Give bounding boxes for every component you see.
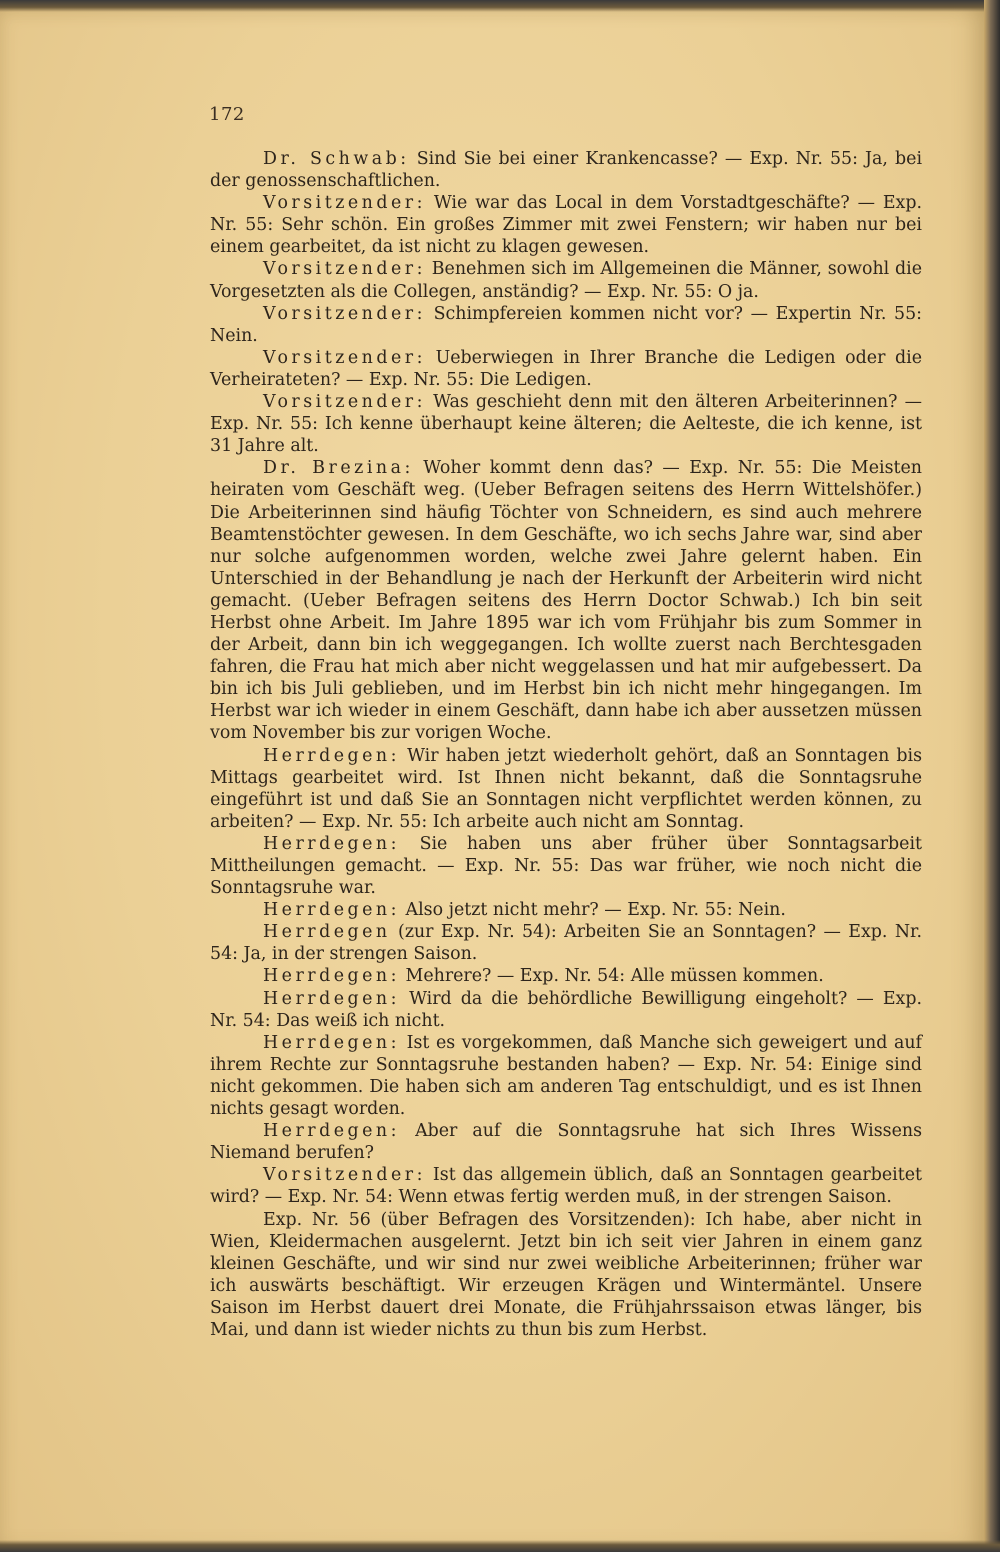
statement: Sie haben uns aber früher über Sonntagsarbeit Mittheilungen gemacht. — Exp. Nr. 55: Das war früher, wie noch nicht die Sonntagsruhe war. (210, 833, 922, 899)
speaker: Vorsitzender: (263, 392, 426, 413)
statement: Benehmen sich im Allgemeinen die Männer, sowohl die Vorgesetzten als die Collegen, anständig? — Exp. Nr. 55: O ja. (210, 259, 922, 302)
paragraph (210, 258, 922, 302)
speaker: Herrdegen: (263, 1032, 400, 1053)
statement: Exp. Nr. 56 (über Befragen des Vorsitzenden): Ich habe, aber nicht in Wien, Kleidermachen ausgelernt. Jetzt bin ich seit vier Jahren in einem ganz kleinen Geschäfte, und wir sind nur zwei weibliche Arbeiterinnen; früher war ich auswärts beschäftigt. Wir erzeugen Krägen und Wintermäntel. Unsere Saison im Herbst dauert drei Monate, die Frühjahrssaison etwas länger, bis Mai, und dann ist wieder nichts zu thun bis zum Herbst. (210, 1209, 922, 1340)
statement: (zur Exp. Nr. 54): Arbeiten Sie an Sonntagen? — Exp. Nr. 54: Ja, in der strengen Saison. (210, 922, 922, 965)
paragraph (210, 1120, 922, 1164)
paragraph (210, 347, 922, 391)
paragraph (210, 1209, 922, 1342)
statement: Wird da die behördliche Bewilligung eingeholt? — Exp. Nr. 54: Das weiß ich nicht. (210, 988, 922, 1031)
paragraph (210, 745, 922, 833)
paragraph (210, 833, 922, 899)
speaker: Vorsitzender: (263, 259, 426, 280)
statement: Ueberwiegen in Ihrer Branche die Ledigen oder die Verheirateten? — Exp. Nr. 55: Die Ledigen. (210, 347, 922, 390)
statement: Also jetzt nicht mehr? — Exp. Nr. 55: Nein. (400, 900, 786, 921)
paragraph (210, 303, 922, 347)
speaker: Vorsitzender: (263, 347, 426, 368)
statement: Sind Sie bei einer Krankencasse? — Exp. Nr. 55: Ja, bei der genossenschaftlichen. (210, 149, 923, 192)
speaker: Herrdegen: (263, 1121, 400, 1142)
paragraph (210, 899, 922, 921)
page-number: 172 (209, 104, 245, 125)
speaker: Herrdegen: (263, 833, 400, 854)
statement: Ist es vorgekommen, daß Manche sich geweigert und auf ihrem Rechte zur Sonntagsruhe bestanden haben? — Exp. Nr. 54: Einige sind nicht gekommen. Die haben sich am anderen Tag entschuldigt, und es ist Ihnen nichts gesagt worden. (210, 1032, 922, 1120)
paragraph (210, 457, 922, 744)
speaker: Dr. Schwab: (263, 149, 410, 169)
statement: Schimpfereien kommen nicht vor? — Expertin Nr. 55: Nein. (210, 303, 922, 346)
speaker: Dr. Brezina: (263, 458, 414, 479)
page-right-edge (984, 0, 1000, 1552)
speaker: Herrdegen: (263, 966, 400, 987)
speaker: Herrdegen: (263, 900, 400, 921)
statement: Was geschieht denn mit den älteren Arbeiterinnen? — Exp. Nr. 55: Ich kenne überhaupt keine älteren; die Aelteste, die ich kenne, ist 31 Jahre alt. (210, 392, 922, 457)
page-top-edge (0, 0, 1000, 12)
speaker: Herrdegen (263, 922, 391, 943)
paragraph (210, 1164, 922, 1208)
paragraph (210, 988, 922, 1032)
speaker: Herrdegen: (263, 745, 400, 766)
paragraph (210, 965, 922, 987)
speaker: Vorsitzender: (263, 193, 426, 214)
speaker: Vorsitzender: (263, 303, 426, 324)
paragraph (210, 921, 922, 965)
paragraph (210, 192, 922, 258)
statement: Mehrere? — Exp. Nr. 54: Alle müssen kommen. (400, 966, 824, 987)
statement: Aber auf die Sonntagsruhe hat sich Ihres Wissens Niemand berufen? (210, 1121, 922, 1164)
paragraph (210, 148, 922, 192)
speaker: Vorsitzender: (263, 1165, 426, 1186)
statement: Woher kommt denn das? — Exp. Nr. 55: Die Meisten heiraten vom Geschäft weg. (Ueber Befragen seitens des Herrn Wittelshöfer.) Die Arbeiterinnen sind häufig Töchter von Schneidern, es sind auch mehrere Beamtenstöchter gewesen. In dem Geschäfte, wo ich sechs Jahre war, sind aber nur solche aufgenommen worden, welche zwei Jahre gelernt haben. Ein Unterschied in der Behandlung je nach der Herkunft der Arbeiterin wird nicht gemacht. (Ueber Befragen seitens des Herrn Doctor Schwab.) Ich bin seit Herbst ohne Arbeit. Im Jahre 1895 war ich vom Frühjahr bis zum Sommer in der Arbeit, dann bin ich weggegangen. Ich wollte zuerst nach Berchtesgaden fahren, die Frau hat mich aber nicht weggelassen und hat mir aufgebessert. Da bin ich bis Juli geblieben, und im Herbst bin ich nicht mehr hingegangen. Im Herbst war ich wieder in einem Geschäft, dann habe ich aber aussetzen müssen vom November bis zur vorigen Woche. (210, 458, 922, 744)
statement: Wie war das Local in dem Vorstadtgeschäfte? — Exp. Nr. 55: Sehr schön. Ein großes Zimmer mit zwei Fenstern; wir haben nur bei einem gearbeitet, da ist nicht zu klagen gewesen. (210, 193, 922, 258)
protocol-text (210, 148, 922, 1341)
speaker: Herrdegen: (263, 988, 400, 1009)
statement: Ist das allgemein üblich, daß an Sonntagen gearbeitet wird? — Exp. Nr. 54: Wenn etwas fertig werden muß, in der strengen Saison. (210, 1165, 922, 1208)
paragraph (210, 1032, 922, 1120)
page-bottom-edge (0, 1540, 1000, 1552)
statement: Wir haben jetzt wiederholt gehört, daß an Sonntagen bis Mittags gearbeitet wird. Ist Ihnen nicht bekannt, daß die Sonntagsruhe eingeführt ist und daß Sie an Sonntagen nicht verpflichtet werden können, zu arbeiten? — Exp. Nr. 55: Ich arbeite auch nicht am Sonntag. (210, 745, 922, 832)
paragraph (210, 391, 922, 457)
